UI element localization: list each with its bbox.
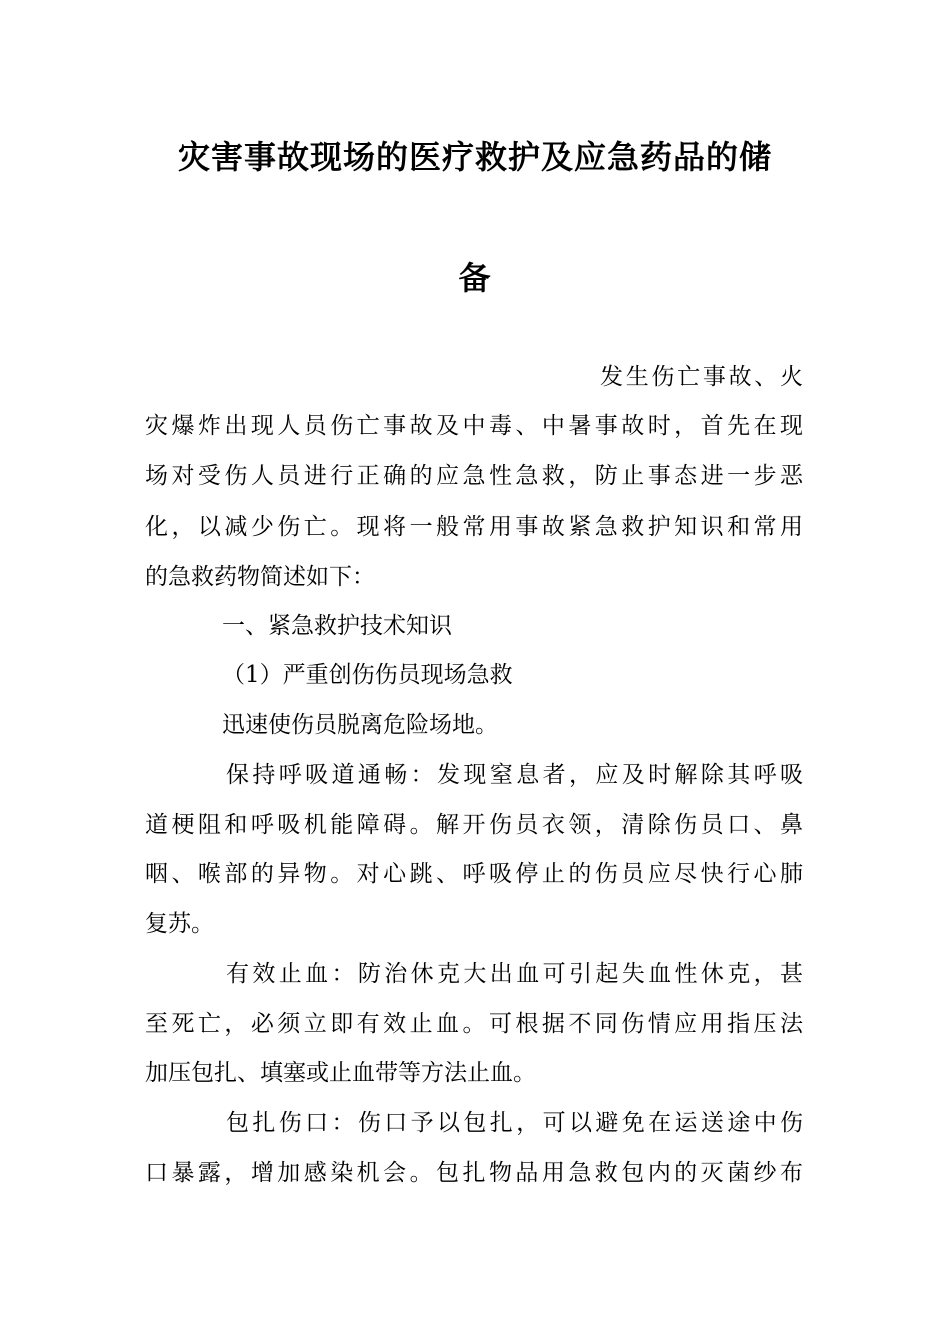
paragraph-line: 至死亡，必须立即有效止血。可根据不同伤情应用指压法 (145, 1011, 803, 1037)
paragraph-line: 发生伤亡事故、火 (600, 364, 803, 390)
paragraph-line: 保持呼吸道通畅：发现窒息者，应及时解除其呼吸 (226, 762, 803, 788)
paragraph-line: 迅速使伤员脱离危险场地。 (222, 712, 498, 738)
paragraph-line: 咽、喉部的异物。对心跳、呼吸停止的伤员应尽快行心肺 (145, 861, 803, 887)
paragraph-line: 化，以减少伤亡。现将一般常用事故紧急救护知识和常用 (145, 514, 803, 540)
paragraph-line: 包扎伤口：伤口予以包扎，可以避免在运送途中伤 (226, 1110, 803, 1136)
paragraph-line: 有效止血：防治休克大出血可引起失血性休克，甚 (226, 961, 803, 987)
paragraph-line: 口暴露，增加感染机会。包扎物品用急救包内的灭菌纱布 (145, 1160, 803, 1186)
paragraph-line: 复苏。 (145, 911, 214, 937)
document-title-line-2: 备 (458, 259, 492, 297)
paragraph-line: 道梗阻和呼吸机能障碍。解开伤员衣领，清除伤员口、鼻 (145, 812, 803, 838)
paragraph-line: 加压包扎、填塞或止血带等方法止血。 (145, 1060, 536, 1086)
paragraph-line: 灾爆炸出现人员伤亡事故及中毒、中暑事故时，首先在现 (145, 413, 803, 439)
document-title-line-1: 灾害事故现场的医疗救护及应急药品的储 (177, 138, 772, 176)
paragraph-line: 的急救药物简述如下： (145, 564, 375, 590)
subsection-heading: （1）严重创伤伤员现场急救 (222, 662, 513, 688)
section-heading: 一、紧急救护技术知识 (222, 613, 452, 639)
paragraph-line: 场对受伤人员进行正确的应急性急救，防止事态进一步恶 (145, 463, 803, 489)
